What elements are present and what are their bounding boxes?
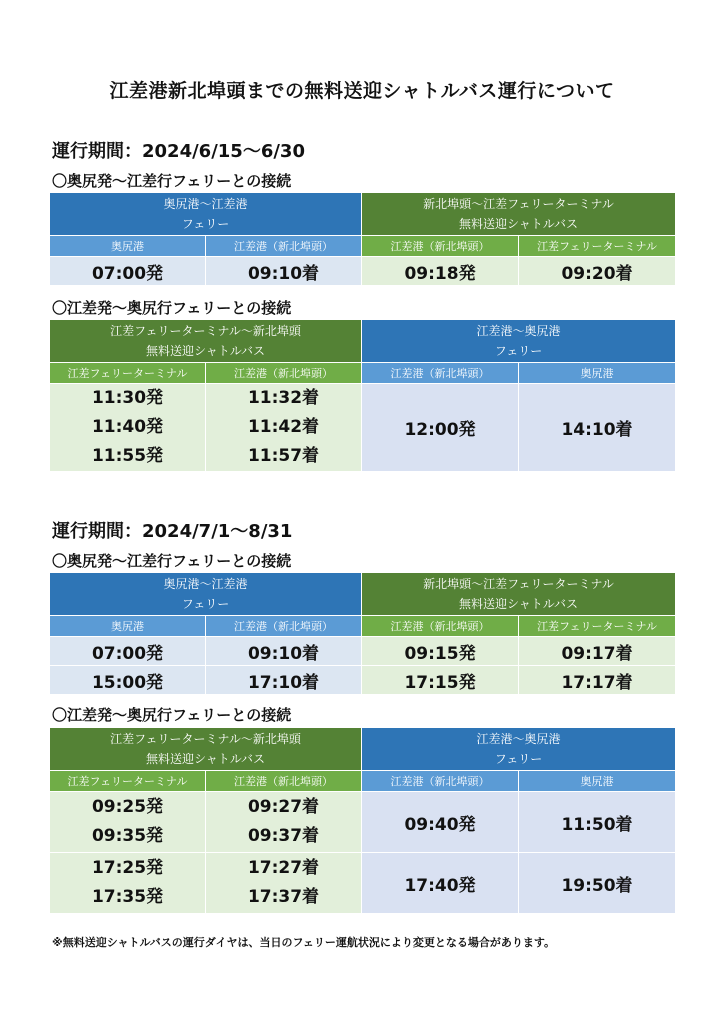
time-value: 17:27着 (247, 858, 320, 878)
time-cell (206, 792, 362, 853)
table-row (50, 637, 676, 666)
column-header: 江差フェリーターミナル (519, 236, 676, 257)
time-value: 17:35発 (91, 887, 164, 907)
ferry-header (50, 573, 362, 616)
time-cell: 09:18発 (362, 257, 519, 286)
time-value: 11:32着 (247, 388, 320, 408)
time-cell: 09:17着 (519, 637, 676, 666)
time-value: 11:40発 (91, 417, 164, 437)
ferry-header (50, 193, 362, 236)
time-value: 09:37着 (247, 826, 320, 846)
header-line: 江差港～奥尻港 (476, 324, 561, 338)
column-header: 奥尻港 (50, 616, 206, 637)
header-line: 無料送迎シャトルバス (459, 217, 578, 231)
time-cell: 11:50着 (519, 792, 676, 853)
header-line: 新北埠頭～江差フェリーターミナル (423, 197, 614, 211)
time-cell: 19:50着 (519, 853, 676, 914)
header-line: フェリー (181, 597, 230, 611)
page-title: 江差港新北埠頭までの無料送迎シャトルバス運行について (109, 80, 615, 102)
time-cell (50, 384, 206, 472)
time-cell: 09:10着 (206, 257, 362, 286)
header-line: 江差フェリーターミナル～新北埠頭 (110, 732, 301, 746)
time-cell: 17:40発 (362, 853, 519, 914)
time-cell: 17:17着 (519, 666, 676, 695)
header-line: フェリー (494, 752, 543, 766)
column-header: 江差港（新北埠頭） (206, 616, 362, 637)
header-line: 無料送迎シャトルバス (459, 597, 578, 611)
header-line: フェリー (494, 344, 543, 358)
time-value: 09:27着 (247, 797, 320, 817)
time-value: 11:42着 (247, 417, 320, 437)
section-heading: 〇奥尻発～江差行フェリーとの接続 (52, 172, 292, 190)
column-header: 江差港（新北埠頭） (362, 363, 519, 384)
time-cell: 09:20着 (519, 257, 676, 286)
section-heading: 〇江差発～奥尻行フェリーとの接続 (52, 299, 292, 317)
header-line: 無料送迎シャトルバス (146, 752, 265, 766)
table-row (50, 666, 676, 695)
header-line: フェリー (181, 217, 230, 231)
header-line: 江差港～奥尻港 (476, 732, 561, 746)
section-heading: 〇奥尻発～江差行フェリーとの接続 (52, 552, 292, 570)
time-cell: 09:15発 (362, 637, 519, 666)
time-cell (206, 853, 362, 914)
time-cell: 12:00発 (362, 384, 519, 472)
time-cell: 17:10着 (206, 666, 362, 695)
timetable-return (49, 319, 676, 472)
time-value: 11:57着 (247, 446, 320, 466)
bus-header (50, 320, 362, 363)
time-cell: 14:10着 (519, 384, 676, 472)
time-value: 11:30発 (91, 388, 164, 408)
bus-header (50, 728, 362, 771)
header-line: 無料送迎シャトルバス (146, 344, 265, 358)
time-cell (206, 384, 362, 472)
time-cell: 15:00発 (50, 666, 206, 695)
period-label: 運行期間：2024/7/1～8/31 (52, 521, 293, 542)
time-value: 09:25発 (91, 797, 164, 817)
time-cell: 09:40発 (362, 792, 519, 853)
bus-header (362, 573, 676, 616)
column-header: 江差港（新北埠頭） (362, 771, 519, 792)
table-row (50, 792, 676, 853)
column-header: 江差港（新北埠頭） (206, 771, 362, 792)
time-value: 09:35発 (91, 826, 164, 846)
column-header: 江差港（新北埠頭） (206, 363, 362, 384)
column-header: 江差港（新北埠頭） (206, 236, 362, 257)
header-line: 江差フェリーターミナル～新北埠頭 (110, 324, 301, 338)
footnote: ※無料送迎シャトルバスの運行ダイヤは、当日のフェリー運航状況により変更となる場合があります。 (52, 936, 556, 949)
period-label: 運行期間：2024/6/15～6/30 (52, 141, 305, 162)
time-cell: 09:10着 (206, 637, 362, 666)
column-header: 江差フェリーターミナル (50, 363, 206, 384)
bus-header (362, 193, 676, 236)
ferry-header (362, 728, 676, 771)
column-header: 奥尻港 (50, 236, 206, 257)
column-header: 江差港（新北埠頭） (362, 236, 519, 257)
table-row (50, 853, 676, 914)
time-cell (50, 792, 206, 853)
column-header: 奥尻港 (519, 771, 676, 792)
time-value: 11:55発 (91, 446, 164, 466)
time-cell: 07:00発 (50, 637, 206, 666)
time-value: 17:25発 (91, 858, 164, 878)
header-line: 奥尻港～江差港 (163, 197, 248, 211)
section-heading: 〇江差発～奥尻行フェリーとの接続 (52, 706, 292, 724)
time-cell: 07:00発 (50, 257, 206, 286)
table-row (50, 257, 676, 286)
timetable-outbound (49, 572, 676, 695)
column-header: 江差フェリーターミナル (519, 616, 676, 637)
table-row (50, 384, 676, 472)
header-line: 新北埠頭～江差フェリーターミナル (423, 577, 614, 591)
time-cell: 17:15発 (362, 666, 519, 695)
timetable-return (49, 727, 676, 914)
time-value: 17:37着 (247, 887, 320, 907)
header-line: 奥尻港～江差港 (163, 577, 248, 591)
column-header: 江差フェリーターミナル (50, 771, 206, 792)
timetable-outbound (49, 192, 676, 286)
column-header: 江差港（新北埠頭） (362, 616, 519, 637)
time-cell (50, 853, 206, 914)
ferry-header (362, 320, 676, 363)
column-header: 奥尻港 (519, 363, 676, 384)
